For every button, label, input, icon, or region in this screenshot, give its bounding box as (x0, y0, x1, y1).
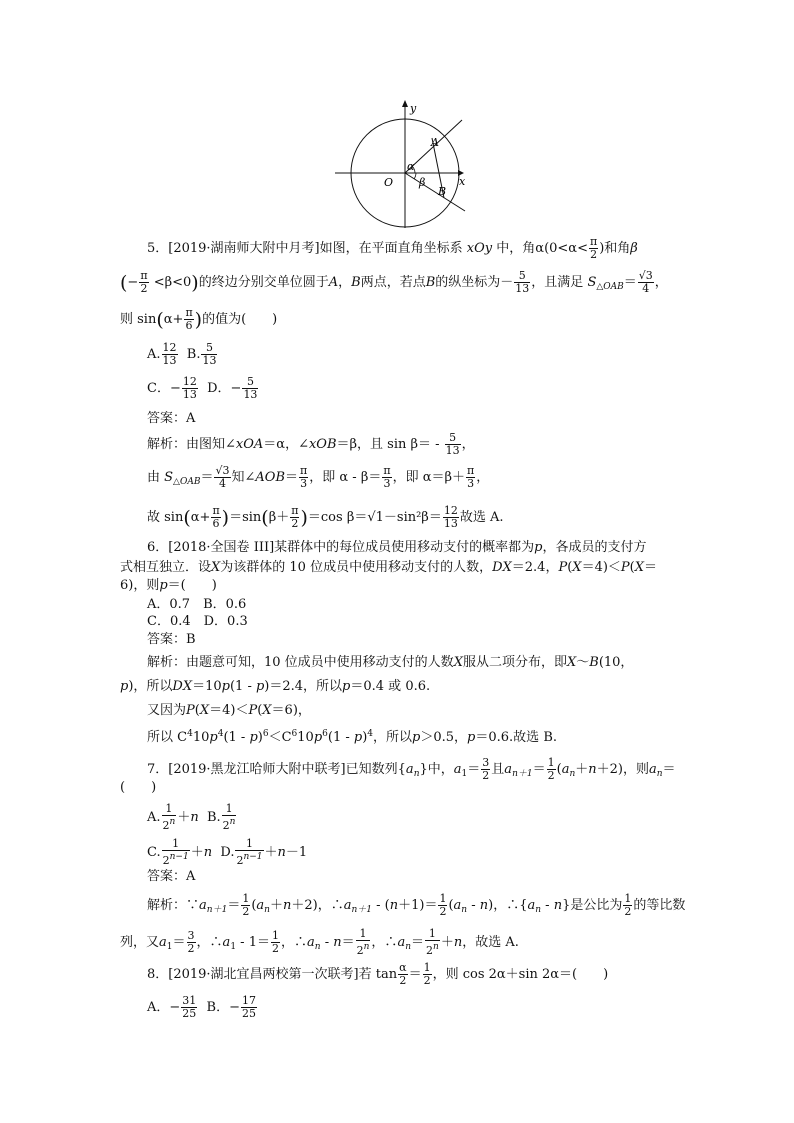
q6-explain-4: 所以 $C^410p^4(1 - p)^6<C^610p^6(1 - p)^4$，所以p＞0.5，p＝0.6.故选 B. (147, 729, 557, 745)
label-y: y (410, 102, 417, 115)
q5-explain-1: 解析：由图知∠xOA＝α，∠xOB＝β，且 sin β＝ - $\frac{5}{13}$ ， (147, 431, 475, 457)
q6-explain-2: p)，所以DX＝10p(1 - p)＝2.4，所以p＝0.4 或 0.6. (120, 679, 431, 694)
q8-line1: 8．[2019·湖北宜昌两校第一次联考]若 tan $\frac{\alpha}{2}$ ＝ $\frac{1}{2}$ ，则 cos 2α＋sin 2α＝( ) (147, 961, 609, 987)
q7-explain-2: 列，又$a_1=$ $\frac{3}{2}$ ，$\therefore a_1 - 1=$ $\frac{1}{2}$ ，$\therefore a_n - n=$ $\frac{1}{2^n}$ ，$\therefore a_n=$ $\frac{1}{2^n}$ ＋n，故选 A. (120, 927, 519, 957)
q6-answer: 答案：B (147, 632, 196, 647)
q5-explain-3: 故 sin(α+ $\frac{\pi}{6}$ )＝sin(β＋ $\frac{\pi}{2}$ )＝cos β＝√1－sin²β＝ $\frac{12}{13}$ 故选 A. (147, 504, 504, 530)
q7-line1: 7．[2019·黑龙江哈师大附中联考]已知数列$\{a_n\}$中，$a_1=$ $\frac{3}{2}$ 且$a_{n+1}=$ $\frac{1}{2}$ $(a_n+n+2)$，则$a_n=$ (147, 756, 676, 782)
label-beta: β (419, 176, 426, 189)
q5-line3: 则 sin(α+ $\frac{\pi}{6}$ )的值为( ) (120, 306, 278, 332)
frac-pi-2: $\frac{\pi}{2}$ (589, 235, 598, 261)
q5-answer: 答案：A (147, 411, 196, 426)
q6-line1: 6．[2018·全国卷 III]某群体中的每位成员使用移动支付的概率都为p，各成员的支付方 (147, 540, 647, 555)
label-o: O (384, 176, 394, 189)
q7-explain-1: 解析：$\because a_{n+1}=$ $\frac{1}{2}$ $(a_n+n+2)$，$\therefore a_{n+1} - (n+1)=$ $\frac{1}{2}$ $(a_n - n)$，$\therefore\{a_n - n\}$是公比为 $\frac{1}{2}$ 的等比数 (147, 892, 686, 918)
q6-options-cd: C．0.4 D．0.3 (147, 614, 248, 629)
q6-line2: 式相互独立．设X为该群体的 10 位成员中使用移动支付的人数，DX＝2.4，P(X＝4)＜P(X＝ (120, 560, 658, 575)
angle-beta-arc (414, 173, 416, 179)
q8-options-ab: A．− $\frac{31}{25}$ B．− $\frac{17}{25}$ (147, 994, 256, 1020)
q5-explain-2: 由 $S_{\triangle OAB}=$ $\frac{√3}{4}$ 知∠AOB＝ $\frac{\pi}{3}$ ，即 α - β＝ $\frac{\pi}{3}$ ，即 α＝β＋ $\frac{\pi}{3}$ ， (147, 464, 490, 490)
label-a: A (431, 136, 439, 149)
y-axis-arrow (402, 100, 408, 107)
q7-paren: ( ) (120, 780, 157, 795)
q6-line3: 6)，则p＝( ) (120, 578, 217, 593)
q5-line2: (− $\frac{\pi}{2}$ <β<0)的终边分别交单位圆于A，B两点，若点B的纵坐标为－ $\frac{5}{13}$ ，且满足 $S_{\triangle OAB}=$ $\frac{√3}{4}$ ， (120, 269, 668, 295)
q6-options-ab: A．0.7 B．0.6 (147, 597, 247, 612)
q5-options-cd: C．− $\frac{12}{13}$ D．− $\frac{5}{13}$ (147, 375, 258, 401)
label-alpha: α (407, 160, 415, 173)
q6-explain-3: 又因为P(X＝4)＜P(X＝6)， (147, 703, 311, 718)
q5-line1: 5．[2019·湖南师大附中月考]如图，在平面直角坐标系 xOy 中，角α(0<α< $\frac{\pi}{2}$ )和角β (147, 235, 638, 261)
unit-circle-figure (335, 98, 485, 228)
label-b: B (438, 185, 447, 198)
q5-options-ab: A. $\frac{12}{13}$ B. $\frac{5}{13}$ (147, 341, 217, 367)
label-x: x (459, 175, 466, 188)
q7-options-cd: C. $\frac{1}{2^{n-1}}$ ＋n D. $\frac{1}{2^{n-1}}$ ＋n－1 (147, 837, 308, 867)
q7-options-ab: A. $\frac{1}{2^n}$ ＋n B. $\frac{1}{2^n}$ (147, 802, 236, 832)
q6-explain-1: 解析：由题意可知，10 位成员中使用移动支付的人数X服从二项分布，即X～B(10， (147, 655, 634, 670)
q7-answer: 答案：A (147, 869, 196, 884)
